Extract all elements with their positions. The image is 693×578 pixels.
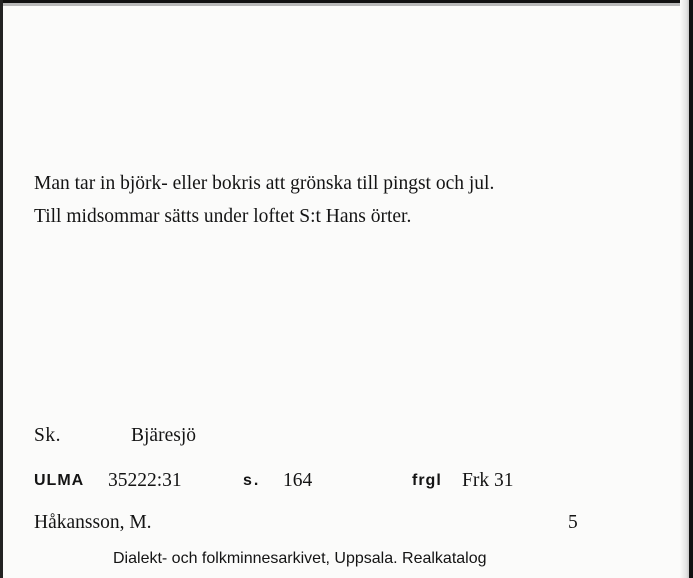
card-left-edge — [0, 0, 3, 578]
card-right-shadow — [680, 0, 689, 578]
frgl-value: Frk 31 — [462, 470, 514, 491]
ulma-label: ULMA — [34, 472, 85, 489]
ulma-number: 35222:31 — [108, 470, 182, 491]
landscape-label: Sk. — [34, 425, 61, 446]
archive-footer: Dialekt- och folkminnesarkivet, Uppsala. Realkatalog — [113, 550, 487, 567]
card-right-edge — [689, 0, 693, 578]
card-text-line-2: Till midsommar sätts under loftet S:t Hans örter. — [34, 206, 412, 227]
page-number: 164 — [283, 470, 313, 491]
card-number: 5 — [568, 512, 578, 533]
place-name: Bjäresjö — [131, 425, 196, 446]
collector-name: Håkansson, M. — [34, 512, 152, 533]
card-text-line-1: Man tar in björk- eller bokris att grönska till pingst och jul. — [34, 173, 495, 194]
page-label: s. — [243, 472, 261, 489]
card-top-shadow — [0, 3, 693, 6]
frgl-label: frgl — [412, 472, 442, 489]
